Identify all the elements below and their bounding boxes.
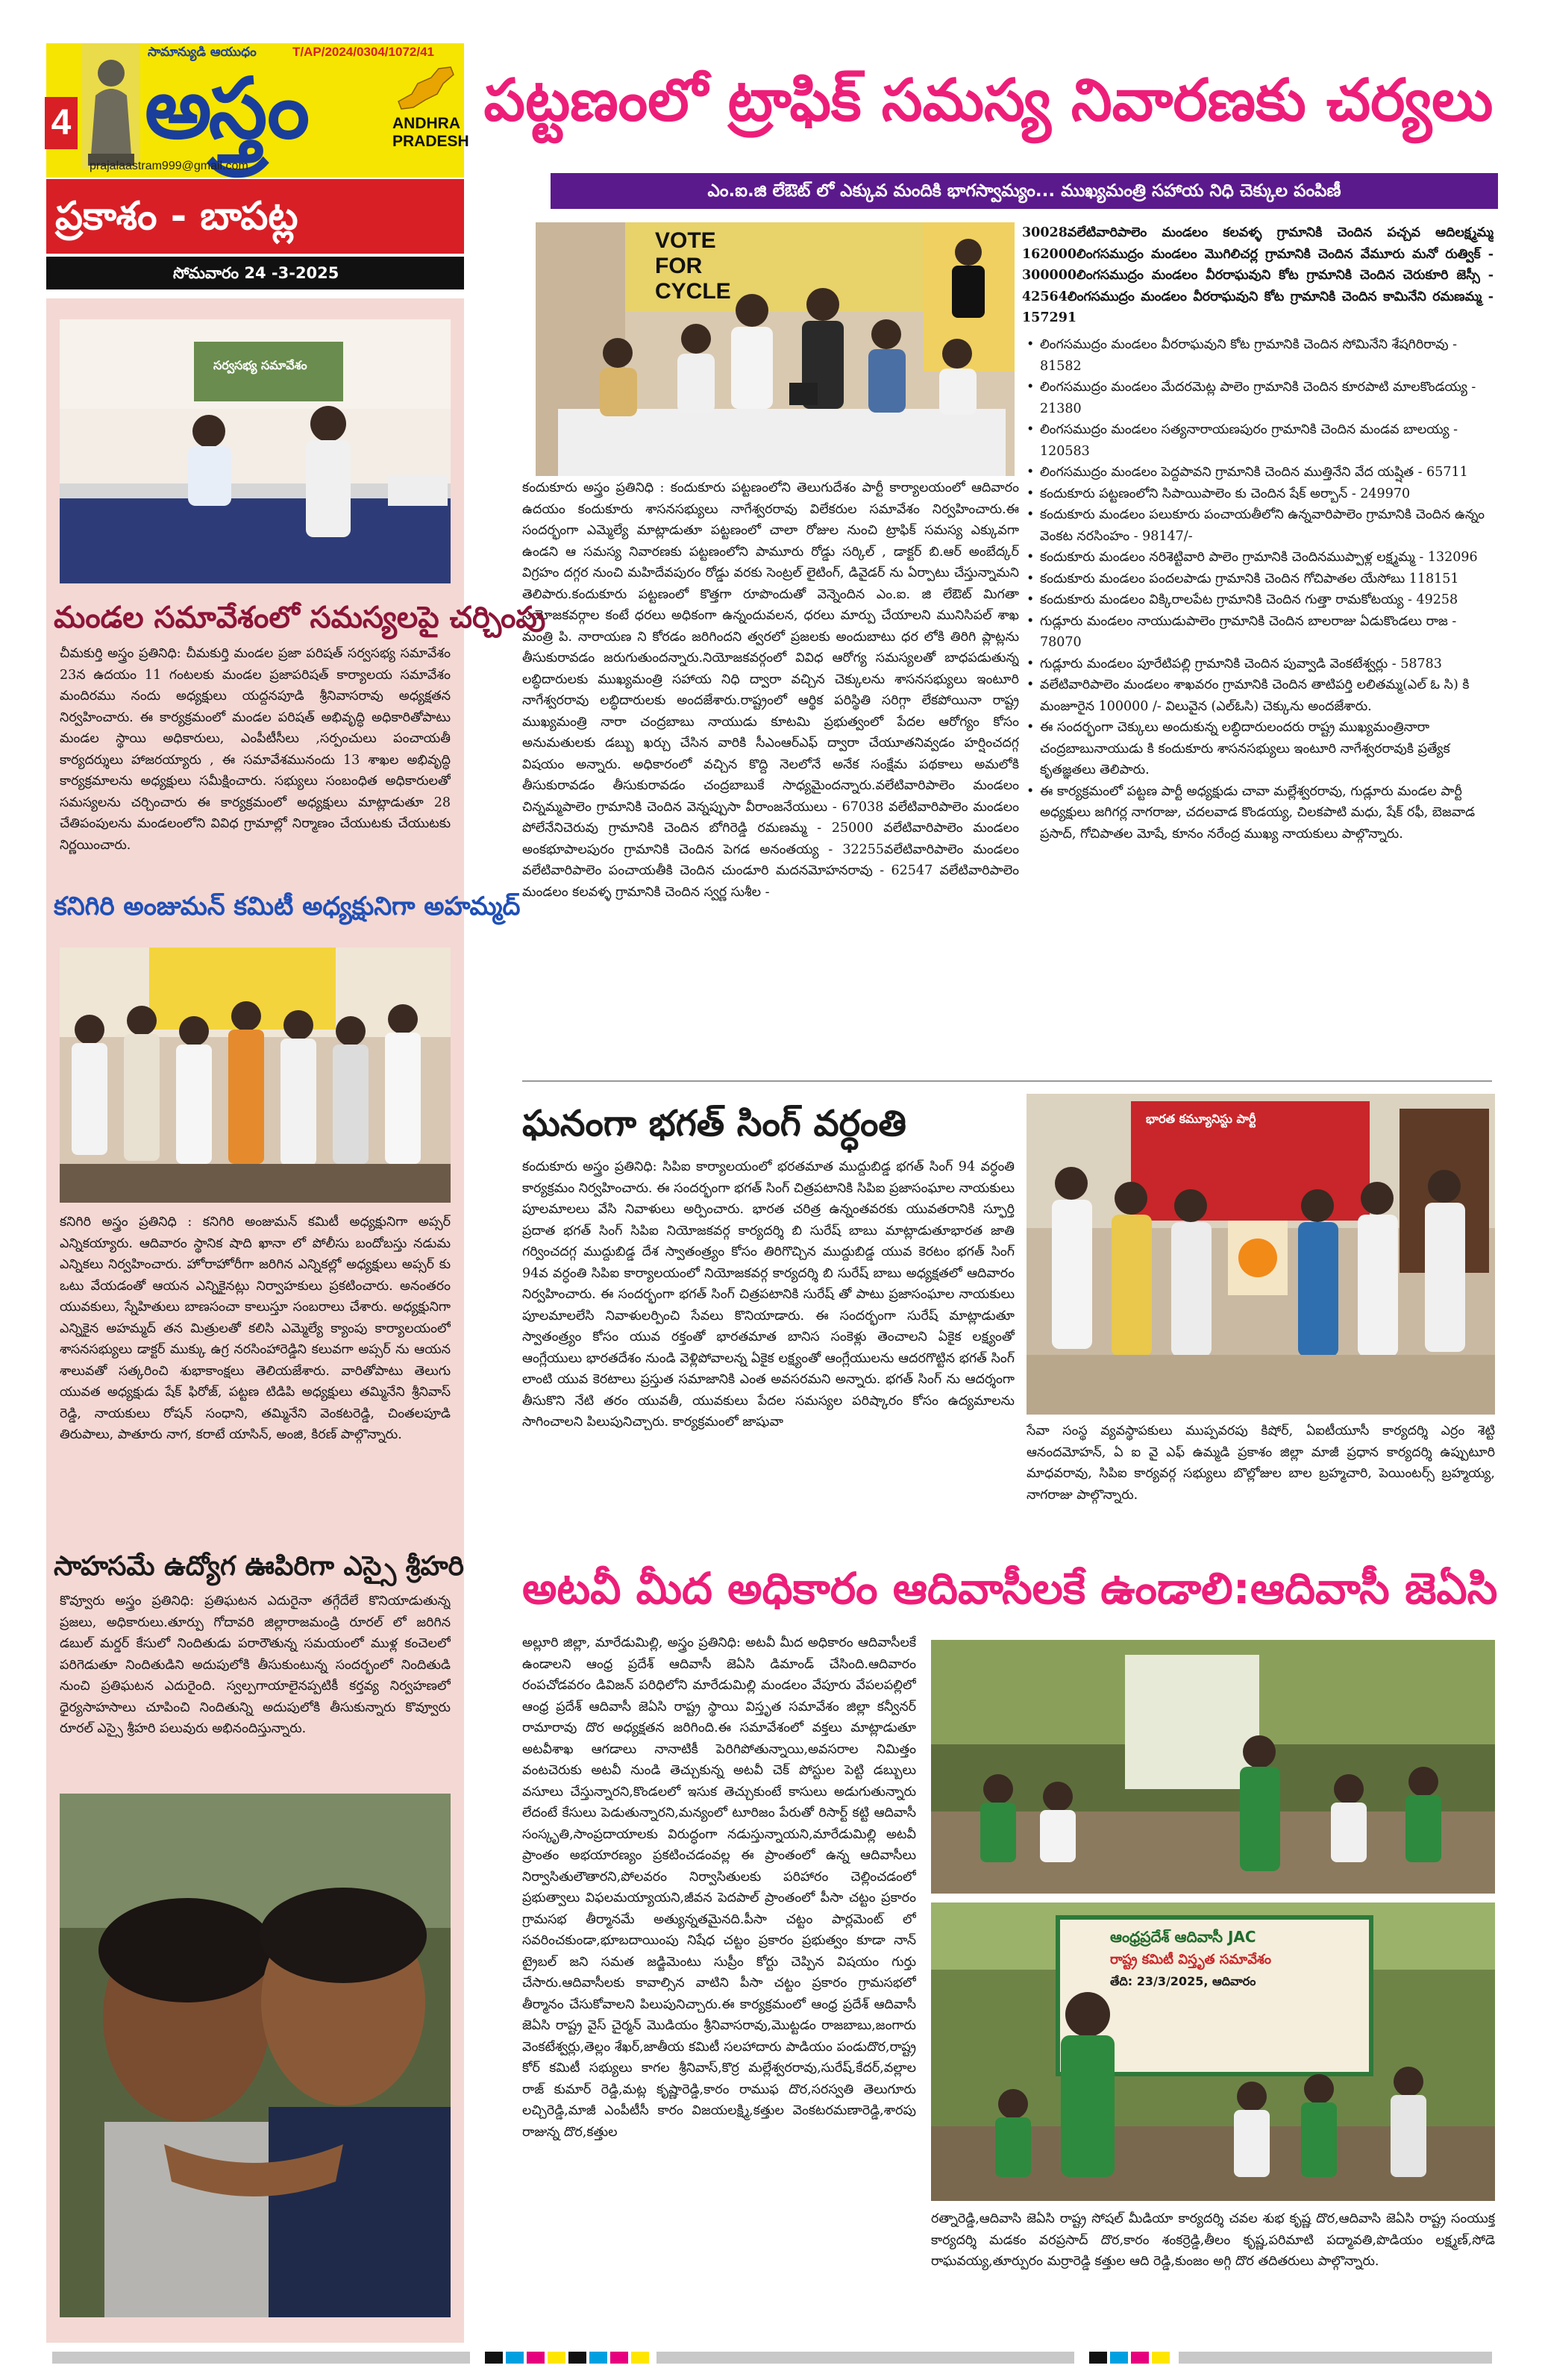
statue-emblem: [82, 43, 140, 169]
adivasi-meeting-photo-1: [931, 1640, 1495, 1894]
adivasi-caption: రత్నారెడ్డి,ఆదివాసి జెఏసి రాష్ట్ర సోషల్ మీడియా కార్యదర్శి చవల శుభ కృష్ణ దొర,ఆదివాసి జెఏసి రాష్ట్ర సంయుక్త కార్యదర్శి మడకం వరప్రసాద్ దొర,కారం శంకర్రెడ్డి,తీలం కృష్ణ,పరిమాటి పద్మావతి,పొడియం లక్ష్మణ్,సోడె రాఘవయ్య,తూర్పురం మర్రారెడ్డి కత్తుల ఆది రెడ్డి,కుంజం అగ్గి దొర తదితరులు పాల్గొన్నారు.: [931, 2211, 1495, 2269]
top-story-subhead-bar: [551, 173, 1498, 209]
edition-bar: [46, 179, 464, 254]
list-item: • లింగసముద్రం మండలం సత్యనారాయణపురం గ్రామానికి చెందిన మండవ బాలయ్య - 120583: [1022, 419, 1494, 462]
list-item: • ఈ సందర్భంగా చెక్కులు అందుకున్న లబ్ధిదారులందరు రాష్ట్ర ముఖ్యమంత్రినారా చంద్రబాబునాయుడు కి కందుకూరు శాసనసభ్యులు ఇంటూరి నాగేశ్వరరావుకి ప్రత్యేక కృతజ్ఞతలు తెలిపారు.: [1022, 717, 1494, 781]
adivasi-headline: అటవీ మీద అధికారం ఆదివాసీలకే ఉండాలి:ఆదివాసీ జెఏసి: [522, 1563, 1498, 1614]
list-item: • కందుకూరు మండలం నరిశెట్టివారి పాలెం గ్రామానికి చెందినముప్పాళ్ల లక్ష్మమ్మ - 132096: [1022, 547, 1494, 569]
list-item: • గుడ్లూరు మండలం పూరేటిపల్లి గ్రామానికి చెందిన పువ్వాడి వెంకటేశ్వర్లు - 58783: [1022, 654, 1494, 675]
masthead-logo-block: [46, 43, 469, 178]
press-meet-photo: [536, 222, 1015, 476]
adivasi-body: అల్లూరి జిల్లా, మారేడుమిల్లి, అస్త్రం ప్రతినిధి: అటవీ మీద అధికారం ఆదివాసీలకే ఉండాలని ఆంధ్ర ప్రదేశ్ ఆదివాసీ జెఏసి డిమాండ్ చేసింది.ఆదివారం రంపచోడవరం డివిజన్ పరిధిలోని మారేడుమిల్లి మండలం వేపూరు వేపలపల్లిలో ఆంధ్ర ప్రదేశ్ ఆదివాసీ జెఏసి రాష్ట్ర స్థాయి విస్తృత సమావేశం జిల్లా కన్వీనర్ రామారావు దొర అధ్యక్షతన జరిగింది.ఈ సమావేశంలో వక్తలు మాట్లాడుతూ అటవీశాఖ ఆగడాలు నానాటికీ పెరిగిపోతున్నాయి,అవసరాల నిమిత్తం వంటచెరుకు అటవీ నుండి తెచ్చుకున్న అటవీ చెక్ పోస్టుల పెట్టి డబ్బులు వసూలు చేస్తున్నారని,కొండలలో ఇసుక తెచ్చుకుంటే కాసులు అడుగుతున్నారు లేదంటే కేసులు పెడుతున్నారని,మన్యంలో టూరిజం పేరుతో రిసార్ట్ కట్టి ఆదివాసీ సంస్కృతి,సాంప్రదాయాలకు విరుద్ధంగా నడుస్తున్నాయని,మారేడుమిల్లి అటవీ ప్రాంతం అభయారణ్యం ప్రకటించడంవల్ల ఈ ప్రాంతంలో ఉన్న ఆదివాసీలు నిర్వాసితులౌతారని,పోలవరం నిర్వాసితులకు పరిహారం చెల్లించడంలో ప్రభుత్వాలు విఫలమయ్యాయని,జీవన పెదపాల్ ప్రాంతంలో పీసా చట్టం ప్రకారం గ్రామసభ తీర్మానమే అత్యున్నతమైనది.పీసా చట్టం పార్లమెంట్ లో సవరించకుండా,భూబదాయింపు నిషేధ చట్టం ప్రకారం ప్రభుత్వం కూడా నాన్ ట్రైబల్ జని సమత జడ్జిమెంటు సుప్రీం కోర్టు చెప్పిన విషయం గుర్తు చేసారు.ఆదివాసీలకు కావాల్సిన వాటిని పీసా చట్టం ప్రకారం గ్రామసభలో తీర్మానం చేసుకోవాలని పిలుపునిచ్చారు.ఈ కార్యక్రమంలో ఆంధ్ర ప్రదేశ్ ఆదివాసీ జెఏసి రాష్ట్ర వైస్ చైర్మన్ మొడియం శ్రీనివాసరావు,మొట్టడం రాజబాబు,జంగారు వెంకటేశ్వర్లు,తెల్లం శేఖర్,జాతీయ కమిటీ సలహాదారు పాడియం పండుదొర,రాష్ట్ర కోర్ కమిటీ సభ్యులు కాగల శ్రీనివాస్,కొర్ర మల్లేశ్వరరావు,సురేష్,కేదర్,వల్లాల రాజ్ కుమార్ రెడ్డి,మట్ల కృష్ణారెడ్డి,కారం రాముఫ దొర,సరస్వతి తెలుగూరు లచ్చిరెడ్డి,మాజీ ఎంపీటీసీ కారం విజయలక్ష్మి,కత్తుల వెంకటరమణారెడ్డి,శారపు రాజున్న దొర,కత్తుల: [522, 1635, 916, 2140]
left-story3-body: కొవ్వూరు అస్త్రం ప్రతినిధి: ప్రతిఘటన ఎదురైనా తగ్గేదేలే కొనియాడుతున్న ప్రజలు, అధికారులు.తూర్పు గోదావరి జిల్లారాజమండ్రి రూరల్ లో జరిగిన డబుల్ మర్డర్ కేసులో నిందితుడు పరారౌతున్న సమయంలో ముళ్ల కంచెలలో పరిగెడుతూ నిందితుడిని అదుపులోకి తీసుకుంటున్న సందర్భంలో నిందితుడి నుంచి ప్రతిఘటన ఎదురైంది. స్వల్పగాయాలైనప్పటికీ కర్తవ్య నిర్వహణలో ధైర్యసాహసాలు చూపించి నిందితున్ని అదుపులోకి తీసుకున్నారు కొవ్వూరు రూరల్ ఎస్సై శ్రీహరి పలువురు అభినందిస్తున్నారు.: [60, 1594, 451, 1736]
registration-number: T/AP/2024/0304/1072/41: [292, 45, 434, 59]
top-story-headline: పట్టణంలో ట్రాఫిక్ సమస్య నివారణకు చర్యలు: [483, 67, 1494, 134]
masthead: [46, 43, 469, 289]
list-item: • లింగసముద్రం మండలం మేదరమెట్ల పాలెం గ్రామానికి చెందిన కూరపాటి మాలకొండయ్య - 21380: [1022, 377, 1494, 419]
bhagat-caption: సేవా సంస్థ వ్యవస్థాపకులు ముప్పవరపు కిషోర్, ఏఐటీయూసీ కార్యదర్శి ఎర్రం శెట్టి ఆనందమోహన్, ఏ ఐ వై ఎఫ్ ఉమ్మడి ప్రకాశం జిల్లా మాజీ ప్రధాన కార్యదర్శి ఉప్పుటూరి మాధవరావు, సిపిఐ కార్యవర్గ సభ్యులు బొల్లోజుల బాల బ్రహ్మచారి, పెయింటర్స్ బ్రహ్మయ్య, నాగరాజు పాల్గొన్నారు.: [1027, 1424, 1495, 1503]
left-story1-headline: మండల సమావేశంలో సమస్యలపై చర్చింపు: [54, 601, 546, 635]
masthead-tagline: సామాన్యుడి ఆయుధం: [148, 45, 257, 60]
left-story2-body: కనిగిరి అస్త్రం ప్రతినిధి : కనిగిరి అంజుమన్ కమిటీ అధ్యక్షునిగా అప్సర్ ఎన్నికయ్యారు. ఆదివారం స్థానిక షాది ఖానా లో పోలీసు బందోబస్తు నడుమ ఎన్నికలు నిర్వహించారు. హోరాహోరీగా జరిగిన ఎన్నికల్లో అధ్యక్షులు అప్సర్ కు ఒటు వేయడంతో ఆయన ఎన్నికైనట్లు నిర్వాహకులు ప్రకటించారు. అనంతరం యువకులు, స్నేహితులు బాణసంచా కాలుస్తూ సంబరాలు చేశారు. అధ్యక్షునిగా ఎన్నికైన అహమ్మద్ తన మిత్రులతో కలిసి ఎమ్మెల్యే క్యాంపు కార్యాలయంలో శాసనసభ్యులు డాక్టర్ ముక్కు ఉగ్ర నరసింహారెడ్డిని కలువగా అప్సర్ ను ఆయన శాలువతో సత్కరించి శుభాకాంక్షలు తెలియజేశారు. వారితోపాటు తెలుగు యువత అధ్యక్షుడు షేక్ ఫిరోజ్, పట్టణ టిడిపి అధ్యక్షులు తమ్మినేని శ్రీనివాస్ రెడ్డి, నాయకులు రోషన్ సంధాని, తమ్మినేని వెంకటరెడ్డి, చింతలపూడి తిరుపాలు, పాతూరు నాగ, కరాటే యాసిన్, అంజి, కిరణ్ పాల్గొన్నారు.: [60, 1215, 451, 1442]
cheque-beneficiary-list: [1022, 334, 1494, 1073]
list-item: • లింగసముద్రం మండలం వీరరాఘవుని కోట గ్రామానికి చెందిన సోమినేని శేషగిరిరావు - 81582: [1022, 334, 1494, 377]
page-number-badge: [45, 97, 78, 149]
jac-banner-subtitle: రాష్ట్ర కమిటీ విస్తృత సమావేశం: [1110, 1952, 1272, 1967]
left-story3-headline: సాహసమే ఉద్యోగ ఊపిరిగా ఎస్సై శ్రీహరి: [54, 1551, 464, 1582]
left-story2-headline: కనిగిరి అంజుమన్ కమిటీ అధ్యక్షునిగా అహమ్మద్: [54, 892, 521, 921]
top-story-subhead: ఎం.ఐ.జి లేఔట్ లో ఎక్కువ మందికి భాగస్వామ్యం... ముఖ్యమంత్రి సహాయ నిధి చెక్కుల పంపిణీ: [707, 181, 1341, 201]
edition-title: ప్రకాశం - బాపట్ల: [55, 194, 298, 239]
masthead-logo-text: అస్త్రం: [145, 60, 307, 157]
left-story1-body: చీమకుర్తి అస్త్రం ప్రతినిధి: చీమకుర్తి మండల ప్రజా పరిషత్ సర్వసభ్య సమావేశం 23న ఉదయం 11 గంటలకు మండల ప్రజాపరిషత్ కార్యాలయ సమావేశం మందిరము నందు అధ్యక్షులు యద్దనపూడి శ్రీనివాసరావు అధ్యక్షతన నిర్వహించారు. ఈ కార్యక్రమంలో మండల పరిషత్ అభివృద్ధి అధికారితోపాటు మండల స్థాయి అధికారులు, ఎంపీటీసీలు ,సర్పంచులు పంచాయతీ కార్యదర్శులు హాజరయ్యారు , ఈ సమావేశమునందు 13 శాఖల అభివృద్ధి కార్యక్రమాలను అధ్యక్షులు సమీక్షించారు. సభ్యులు సంబంధిత అధికారులతో సమస్యలను చర్చించారు ఈ కార్యక్రమంలో అధ్యక్షులు మాట్లాడుతూ 28 చేతిపంపులను మండలంలోని వివిధ గ్రామాల్లో నిర్మాణం చేయుటకు చేయుటకు నిర్ణయించారు.: [60, 646, 451, 853]
jac-banner-title: ఆంధ్రప్రదేశ్ ఆదివాసీ JAC: [1110, 1928, 1256, 1946]
top-story-body: కందుకూరు అస్త్రం ప్రతినిధి : కందుకూరు పట్టణంలోని తెలుగుదేశం పార్టీ కార్యాలయంలో ఆదివారం ఉదయం కందుకూరు శాసనసభ్యులు నాగేశ్వరరావు విలేకరుల సమావేశం నిర్వహించారు.ఈ సందర్భంగా ఎమ్మెల్యే మాట్లాడుతూ పట్టణంలో చాలా రోజుల నుంచి ట్రాఫిక్ సమస్య ఎక్కువగా ఉండని ఆ సమస్య నివారణకు పట్టణంలోని పామూరు రోడ్డు సర్కిల్ , డాక్టర్ బి.ఆర్ అంబేద్కర్ విగ్రహం దగ్గర నుంచి మహిదేవపురం రోడ్డు వరకు సెంట్రల్ లైటింగ్, డివైడర్ ను ఏర్పాటు చేస్తున్నామని తెలిపారు.కందుకూరు పట్టణంలో కొత్తగా రూపొందుతో వెన్నెందిన ఎం.ఐ. జి లేఔట్ మిగతా నియోజకవర్గాల కంటే ధరలు అధికంగా ఉన్నందువలన, ధరలు మార్పు చేయాలని మునిసిపల్ శాఖ మంత్రి పి. నారాయణ ని కోరడం జరిగిందని త్వరలో ప్రజలకు అందుబాటు ధర లోకి తిరిగి ప్లాట్లను తీసుకురావడం జరుగుతుందన్నారు.నియోజకవర్గంలో వివిధ ఆరోగ్య సమస్యలతో బాధపడుతున్న లబ్ధిదారులకు ముఖ్యమంత్రి సహాయ నిధి ద్వారా వచ్చిన చెక్కులను శాసనసభ్యులు ఇంటూరి నాగేశ్వరరావు లబ్ధిదారులకు అందజేశారు.రాష్ట్రంలో ఆర్థిక పరిస్థితి సరిగ్గా లేకపోయినా రాష్ట్ర ముఖ్యమంత్రి నారా చంద్రబాబు నాయుడు కూటమి ప్రభుత్వంలో పేదల ఆరోగ్యం కోసం అనుమతులకు డబ్బు ఖర్చు చేసిన వారికి సీఎంఆర్ఎఫ్ ద్వారా చేయూతనివ్వడం హర్షించదగ్గ విషయం అన్నారు. అధికారంలో వచ్చిన కొద్ది నెలలోనే అనేక సంక్షేమ పథకాలు అమలోకి తీసుకురావడం తీసుకురావడం చంద్రబాబుకే సాధ్యమైందన్నారు.వలేటివారిపాలెం మండలం చిన్నమ్మపాలెం గ్రామానికి చెందిన వెన్నప్పుసా వీరాంజనేయులు - 67038 వలేటివారిపాలెం మండలం పోలేనేనిచెరువు గ్రామానికి చెందిన బోగిరెడ్డి రమణమ్మ - 25000 వలేటివారిపాలెం మండలం అంకభూపాలపురం గ్రామానికి చెందిన పెగడ అనంతయ్య - 32255వలేటివారిపాలెం మండలం వలేటివారిపాలెం పంచాయతీకి చెందిన చుండూరి మదనమోహనరావు - 62547 వలేటివారిపాలెం మండలం కలవళ్ళ గ్రామానికి చెందిన స్వర్ణ సుశీల -: [522, 480, 1019, 900]
cpi-banner-text: భారత కమ్యూనిస్టు పార్టీ: [1146, 1112, 1256, 1126]
adivasi-meeting-photo-2: [931, 1903, 1495, 2201]
list-item: • వలేటివారిపాలెం మండలం శాఖవరం గ్రామానికి చెందిన తాటిపర్తి లలితమ్మ(ఎల్ ఓ సి) కి మంజూరైన 100000 /- విలువైన (ఎల్ఓసి) చెక్కును అందజేశారు.: [1022, 674, 1494, 717]
list-item: • కందుకూరు పట్టణంలోని సిపాయిపాలెం కు చెందిన షేక్ అర్బాన్ - 249970: [1022, 483, 1494, 505]
bhagat-tribute-photo: [1027, 1094, 1495, 1415]
state-line2: PRADESH: [392, 133, 469, 150]
state-line1: ANDHRA: [392, 115, 460, 132]
list-item: • కందుకూరు మండలం పలుకూరు పంచాయతీలోని ఉన్నవారిపాలెం గ్రామానికి చెందిన ఉన్నం వెంకట నరసింహం - 98147/-: [1022, 504, 1494, 547]
edition-date: సోమవారం 24 -3-2025: [173, 264, 339, 282]
list-item: • గుడ్లూరు మండలం నాయుడుపాలెం గ్రామానికి చెందిన బాలరాజు ఏడుకొండలు రాజ - 78070: [1022, 611, 1494, 654]
si-srihari-photo: [60, 1794, 451, 2317]
list-item: • ఈ కార్యక్రమంలో పట్టణ పార్టీ అధ్యక్షుడు చావా మల్లేశ్వరరావు, గుడ్లూరు మండల పార్టీ అధ్యక్షులు జగిగర్ల నాగరాజు, చదలవాడ కొండయ్య, చిలకపాటి మధు, షేక్ రఫీ, బెజవాడ ప్రసాద్, గోచిపాతల మోషే, కూనం నరేంద్ర ముఖ్య నాయకులు పాల్గొన్నారు.: [1022, 781, 1494, 845]
bhagat-body: కందుకూరు అస్త్రం ప్రతినిధి: సిపిఐ కార్యాలయంలో భరతమాత ముద్దుబిడ్డ భగత్ సింగ్ 94 వర్ధంతి కార్యక్రమం నిర్వహించారు. ఈ సందర్భంగా భగత్ సింగ్ చిత్రపటానికి సిపిఐ ప్రజాసంఘాల నాయకులు పూలమాలలు వేసి నివాళులు అర్పించారు. భారత చరిత్ర ఉన్నంతవరకు యువతరానికి స్ఫూర్తి ప్రదాత భగత్ సింగ్ సిపిఐ నియోజకవర్గ కార్యదర్శి బి సురేష్ బాబు మాట్లాడుతూభారత జాతి గర్వించదగ్గ ముద్దుబిడ్డ దేశ స్వాతంత్ర్యం కోసం తిరిగొచ్చిన ముద్దుబిడ్డ యువ కెరటం భగత్ సింగ్ 94వ వర్ధంతి సిపిఐ కార్యాలయంలో నియోజకవర్గ కార్యదర్శి బి సురేష్ బాబు అధ్యక్షతలో ఆదివారం నిర్వహించారు. ఈ సందర్భంగా భగత్ సింగ్ చిత్రపటానికి సురేష్ తో పాటు ప్రజాసంఘాల నాయకులు పూలమాలలేసి నివాళులర్పించి సేవలు కొనియాడారు. ఈ సందర్భంగా సురేష్ మాట్లాడుతూ స్వాతంత్ర్యం కోసం యువ రక్తంతో భారతమాత బానిస సంకెళ్లు తెంచాలని ఏకైక లక్ష్యంతో ఆంగ్లేయులు భారతదేశం నుండి వెళ్లిపోవాలన్న ఏకైక లక్ష్యంతో ఆంగ్లేయులను ఆదరగొట్టిన భగత్ సింగ్ లాంటి యువ కెరటాలు ప్రస్తుత సమాజానికి ఎంత అవసరమని అన్నారు. భగత్ సింగ్ ను ఆదర్శంగా తీసుకొని నేటి తరం యువతీ, యువకులు పేదల సమస్యల పరిష్కారం కోసం ఉద్యమాలను సాగించాలని పిలుపునిచ్చారు. కార్యక్రమంలో జాషువా: [522, 1159, 1015, 1429]
divider: [522, 1080, 1492, 1082]
masthead-email: prajalaastram999@gmail.com: [90, 160, 248, 172]
top-story-right-intro: 30028వలేటివారిపాలెం మండలం కలవళ్ళ గ్రామానికి చెందిన పచ్చవ ఆదిలక్ష్మమ్మ 162000లింగసముద్రం మండలం మొగిలిచర్ల గ్రామానికి చెందిన వేమూరు మనో రుత్విక్ - 300000లింగసముద్రం మండలం వీరరాఘవుని కోట గ్రామానికి చెందిన చెరుకూరి జెస్సీ - 42564లింగసముద్రం మండలం వీరరాఘవుని కోట గ్రామానికి చెందిన కామినేని రమణమ్మ - 157291: [1022, 225, 1494, 325]
ap-map-icon: [395, 64, 457, 112]
anjuman-committee-photo: [60, 948, 451, 1203]
jac-banner-date: తేది: 23/3/2025, ఆదివారం: [1110, 1974, 1256, 1988]
date-bar: [46, 257, 464, 289]
bhagat-headline: ఘనంగా భగత్ సింగ్ వర్ధంతి: [522, 1103, 906, 1144]
list-item: • కందుకూరు మండలం విక్కిరాలపేట గ్రామానికి చెందిన గుత్తా రామకోటయ్య - 49258: [1022, 589, 1494, 611]
state-label: [392, 115, 469, 151]
press-photo-banner: VOTE FOR CYCLE: [655, 228, 731, 304]
page-number: 4: [51, 103, 72, 143]
list-item: • కందుకూరు మండలం పందలపాడు గ్రామానికి చెందిన గోచిపాతల యేసోబు 118151: [1022, 569, 1494, 590]
mandal-meeting-photo: [60, 319, 451, 583]
list-item: • లింగసముద్రం మండలం పెద్దపావని గ్రామానికి చెందిన ముత్తినేని వేద యష్షిత - 65711: [1022, 462, 1494, 483]
color-registration-strip: [52, 2349, 1492, 2367]
meeting-banner-text: సర్వసభ్య సమావేశం: [213, 358, 307, 372]
